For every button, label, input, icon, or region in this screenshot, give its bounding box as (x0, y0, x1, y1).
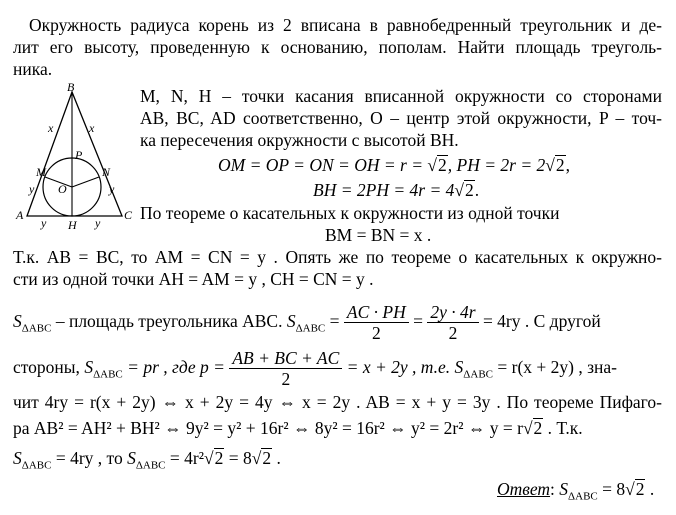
area-line-1: $S_{\Delta ABC}$ – площадь треугольника ABC. $S_{\Delta ABC}$ = $\frac{AC \cdot PH}{2}$ = $\frac{2y \cdot 4r}{2}$ = 4ry . С другой (13, 302, 601, 344)
solution-line-3: ка пересечения окружности с высотой BH. (140, 130, 459, 150)
label-m: M (36, 165, 46, 179)
label-y-right: y (109, 182, 115, 196)
answer-line: Ответ: $S_{\Delta ABC} = 8√2$ . (497, 479, 655, 503)
problem-line-2: лит его высоту, проведенную к основанию, пополам. Найти площадь треуголь- (13, 37, 662, 57)
problem-line-3: ника. (13, 59, 53, 79)
triangle-figure (10, 80, 140, 230)
solution-line-5: Т.к. AB = BC, то AM = CN = y . Опять же по теореме о касательных к окружно- (13, 247, 662, 267)
answer-label: Ответ (497, 479, 551, 499)
solution-line-6: сти из одной точки AH = AM = y , CH = CN = y . (13, 269, 374, 289)
label-o: O (58, 182, 67, 196)
solution-line-10: ра AB² = AH² + BH² ⇔ 9y² = y² + 16r² ⇔ 8y² = 16r² ⇔ y² = 2r² ⇔ y = r√2 . Т.к. (13, 418, 583, 438)
label-x-left: x (48, 121, 54, 135)
equation-bh: BH = 2PH = 4r = 4√2. (313, 180, 480, 200)
label-n: N (102, 165, 111, 179)
solution-line-2: AB, BC, AD соответственно, O – центр этой окружности, P – точ- (140, 108, 662, 128)
label-p: P (75, 148, 83, 162)
solution-line-11: $S_{\Delta ABC} = 4ry$ , то $S_{\Delta ABC} = 4r^2√2 = 8√2$ . (13, 448, 281, 472)
problem-line-1: Окружность радиуса корень из 2 вписана в равнобедренный треугольник и де- (29, 15, 662, 35)
label-x-right: x (89, 121, 95, 135)
solution-line-9: чит 4ry = r(x + 2y) ⇔ x + 2y = 4y ⇔ x = 2y . AB = x + y = 3y . По теореме Пифаго- (13, 392, 662, 412)
label-y-base-left: y (41, 216, 47, 230)
radius-on (72, 177, 99, 187)
equation-bm: BM = BN = x . (325, 225, 432, 245)
label-c: C (124, 208, 133, 222)
label-y-left: y (29, 182, 35, 196)
area-line-2: стороны, $S_{\Delta ABC}$ = pr , где p = $\frac{AB + BC + AC}{2}$ = x + 2y , т.е. $S_{\Delta ABC} = r(x + 2y)$ , зна- (13, 348, 617, 390)
label-y-base-right: y (95, 216, 101, 230)
label-b: B (67, 80, 75, 94)
equation-radius: OM = OP = ON = OH = r = √2, PH = 2r = 2√2, (218, 155, 571, 175)
label-a: A (16, 208, 24, 222)
solution-line-1: M, N, H – точки касания вписанной окружности со сторонами (140, 86, 662, 106)
solution-line-4: По теореме о касательных к окружности из одной точки (140, 203, 560, 223)
label-h: H (68, 218, 77, 230)
